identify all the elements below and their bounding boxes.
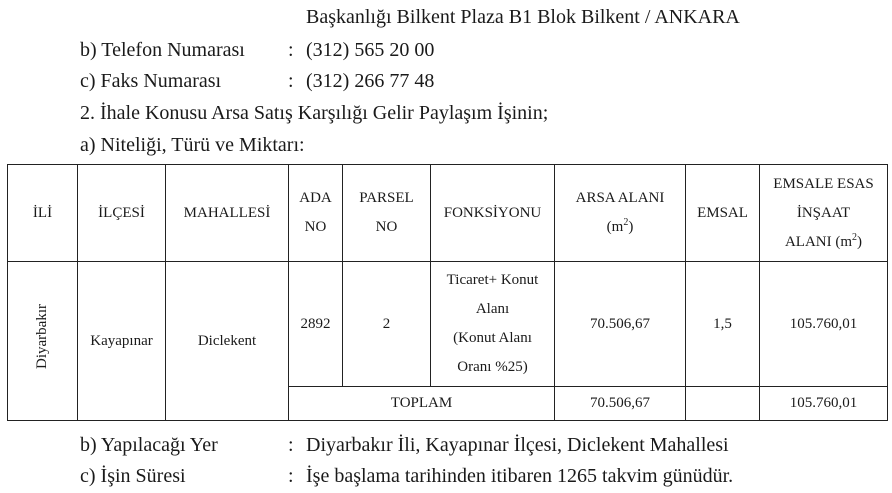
- fax-label: c) Faks Numarası: [80, 70, 222, 92]
- header-ilce: İLÇESİ: [78, 165, 166, 262]
- fax-colon: :: [288, 70, 294, 92]
- cell-total-arsa: 70.506,67: [555, 387, 686, 421]
- cell-total-emsal: [686, 387, 760, 421]
- header-arsa-alani: ARSA ALANI $(m^2)$: [555, 165, 686, 262]
- fax-value: (312) 266 77 48: [306, 70, 435, 92]
- header-mahalle: MAHALLESİ: [166, 165, 289, 262]
- phone-colon: :: [288, 39, 294, 61]
- duration-value: İşe başlama tarihinden itibaren 1265 takvim günüdür.: [306, 465, 734, 487]
- header-il: İLİ: [8, 165, 78, 262]
- table-row: [8, 262, 888, 387]
- section-2a-heading: a) Niteliği, Türü ve Miktarı:: [80, 134, 305, 156]
- header-emsal: EMSAL: [686, 165, 760, 262]
- address-line: Başkanlığı Bilkent Plaza B1 Blok Bilkent / ANKARA: [306, 6, 740, 28]
- place-colon: :: [288, 434, 294, 456]
- cell-total-insaat: 105.760,01: [760, 387, 888, 421]
- tender-table: [7, 164, 888, 421]
- phone-value: (312) 565 20 00: [306, 39, 435, 61]
- cell-mahalle: Diclekent: [166, 262, 289, 421]
- duration-label: c) İşin Süresi: [80, 465, 186, 487]
- phone-label: b) Telefon Numarası: [80, 39, 245, 61]
- cell-fonksiyon: Ticaret+ Konut Alanı (Konut Alanı Oranı %25): [431, 262, 555, 387]
- table-header-row: [8, 165, 888, 262]
- header-emsale-esas: EMSALE ESAS İNŞAAT ALANI $(m^2)$: [760, 165, 888, 262]
- cell-parsel: 2: [343, 262, 431, 387]
- cell-emsal: 1,5: [686, 262, 760, 387]
- cell-insaat-alani: 105.760,01: [760, 262, 888, 387]
- cell-ada: 2892: [289, 262, 343, 387]
- header-ada: ADA NO: [289, 165, 343, 262]
- cell-total-label: TOPLAM: [289, 387, 555, 421]
- section-2-heading: 2. İhale Konusu Arsa Satış Karşılığı Gelir Paylaşım İşinin;: [80, 102, 549, 124]
- duration-colon: :: [288, 465, 294, 487]
- cell-il: Diyarbakır: [8, 262, 78, 421]
- cell-ilce: Kayapınar: [78, 262, 166, 421]
- header-parsel: PARSEL NO: [343, 165, 431, 262]
- header-fonksiyon: FONKSİYONU: [431, 165, 555, 262]
- place-value: Diyarbakır İli, Kayapınar İlçesi, Diclekent Mahallesi: [306, 434, 729, 456]
- cell-arsa-alani: 70.506,67: [555, 262, 686, 387]
- place-label: b) Yapılacağı Yer: [80, 434, 218, 456]
